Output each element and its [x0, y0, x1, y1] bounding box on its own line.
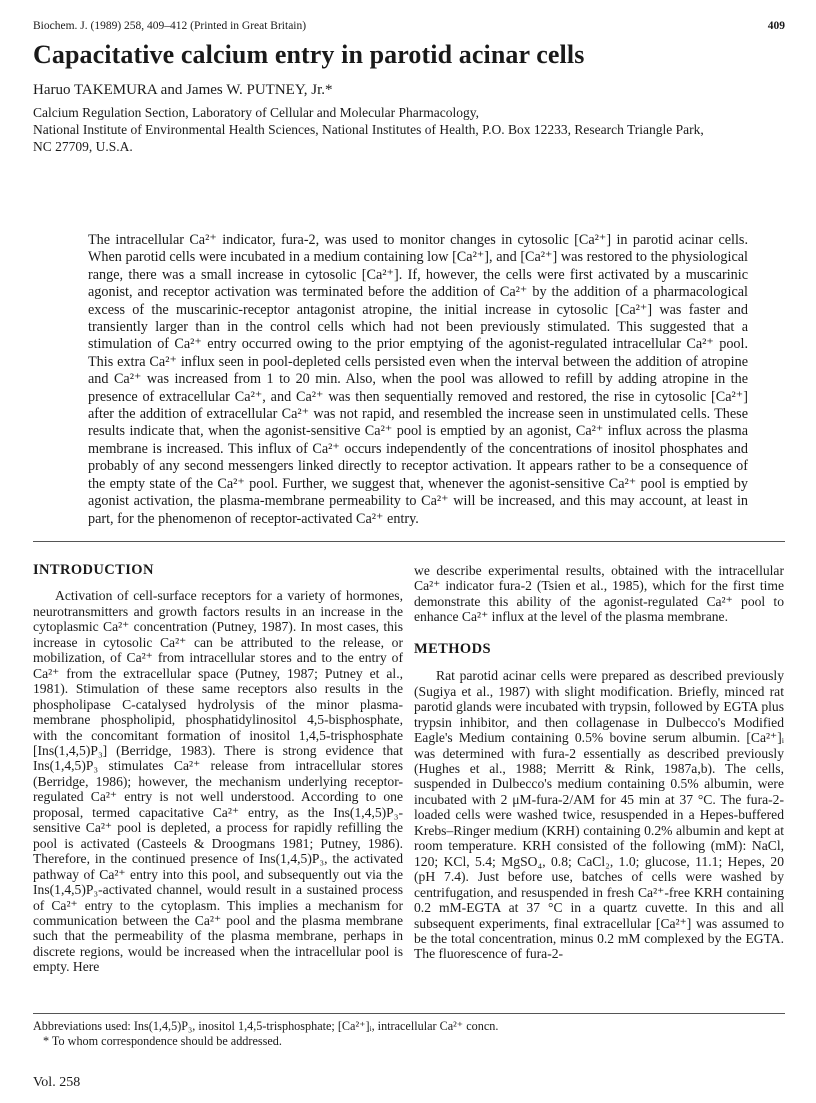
section-divider: [33, 541, 785, 542]
journal-reference: Biochem. J. (1989) 258, 409–412 (Printed in Great Britain): [33, 20, 307, 32]
introduction-heading: INTRODUCTION: [33, 562, 154, 578]
abstract: The intracellular Ca²⁺ indicator, fura-2, was used to monitor changes in cytosolic [Ca²⁺] in parotid acinar cells. When parotid cells were incubated in a medium containing low [Ca²⁺], and [Ca²⁺] was restored to the physiological range, there was a small increase in cytosolic [Ca²⁺]. If, however, the cells were first activated by a muscarinic agonist, and receptor activation was terminated before the addition of Ca²⁺ by the addition of a pharmacological excess of the muscarinic-receptor antagonist atropine, the initial increase in cytosolic [Ca²⁺] was faster and transiently larger than in the control cells which had not been previously stimulated. This suggested that a stimulation of Ca²⁺ entry occurred owing to the prior emptying of the agonist-regulated intracellular Ca²⁺ pool. This extra Ca²⁺ influx seen in pool-depleted cells persisted even when the interval between the addition of atropine and Ca²⁺ was increased from 1 to 20 min. Also, when the pool was allowed to refill by adding atropine in the presence of extracellular Ca²⁺, and Ca²⁺ was then sequentially removed and restored, the rise in cytosolic [Ca²⁺] after the addition of extracellular Ca²⁺ was not rapid, and resembled the increase seen in unstimulated cells. These results indicate that, when the agonist-sensitive Ca²⁺ pool is emptied by an agonist, Ca²⁺ influx across the plasma membrane is increased. This influx of Ca²⁺ occurs independently of the concentrations of inositol phosphates and probably of any second messengers linked directly to receptor activation. It appears rather to be a consequence of the empty state of the Ca²⁺ pool. Further, we suggest that, whenever the agonist-sensitive Ca²⁺ pool is emptied by agonist activation, the plasma-membrane permeability to Ca²⁺ will be increased, and this may account, at least in part, for the phenomenon of receptor-activated Ca²⁺ entry.: [88, 232, 748, 527]
volume-label: Vol. 258: [33, 1075, 81, 1090]
methods-heading: METHODS: [414, 640, 491, 657]
introduction-paragraph: Activation of cell-surface receptors for a variety of hormones, neurotransmitters and growth factors results in an increase in the cytoplasmic Ca²⁺ concentration (Putney, 1987). In most cases, this increase in cytosolic Ca²⁺ can be attributed to the release, or mobilization, of Ca²⁺ from intracellular stores and to the entry of Ca²⁺ from the extracellular space (Putney, 1987; Putney et al., 1981). Stimulation of these same receptors also results in the phospholipase C-catalysed hydrolysis of the minor plasma-membrane phospholipid, phosphatidylinositol 4,5-bisphosphate, with the concomitant formation of inositol 1,4,5-trisphosphate [Ins(1,4,5)P₃] (Berridge, 1983). There is strong evidence that Ins(1,4,5)P₃ stimulates Ca²⁺ release from intracellular stores (Berridge, 1986); however, the mechanism underlying receptor-regulated Ca²⁺ entry is not well understood. According to one proposal, termed capacitative Ca²⁺ entry, as the Ins(1,4,5)P₃-sensitive Ca²⁺ pool is depleted, a process for rapidly refilling the pool is activated (Casteels & Droogmans 1981; Putney, 1986). Therefore, in the continued presence of Ins(1,4,5)P₃, the activated pathway of Ca²⁺ entry into this pool, and subsequently out via the Ins(1,4,5)P₃-activated channel, would result in a sustained process of Ca²⁺ entry to the cytoplasm. This implies a mechanism for communication between the Ca²⁺ pool and the plasma membrane such that the permeability of the plasma membrane, perhaps in discrete regions, would be increased when the intracellular pool is empty. Here: [33, 588, 403, 975]
affiliation-line: NC 27709, U.S.A.: [33, 139, 133, 154]
article-title: Capacitative calcium entry in parotid acinar cells: [33, 40, 585, 69]
affiliation-line: National Institute of Environmental Health Sciences, National Institutes of Health, P.O. Box 12233, Research Triangle Park,: [33, 122, 704, 137]
footnote-rule: [33, 1013, 785, 1014]
left-column: [33, 563, 403, 975]
affiliation: [33, 104, 785, 155]
affiliation-line: Calcium Regulation Section, Laboratory of Cellular and Molecular Pharmacology,: [33, 105, 480, 120]
methods-paragraph: Rat parotid acinar cells were prepared as described previously (Sugiya et al., 1987) with slight modification. Briefly, minced rat parotid glands were incubated with trypsin, followed by EGTA plus trypsin inhibitor, and then collagenase in Dulbecco's Modified Eagle's Medium containing 0.5% bovine serum albumin. [Ca²⁺]ᵢ was determined with fura-2 essentially as described previously (Hughes et al., 1988; Merritt & Rink, 1987a,b). The cells, suspended in Dulbecco's medium containing 0.5% albumin, were incubated with 2 μM-fura-2/AM for 45 min at 37 °C. The fura-2-loaded cells were washed twice, resuspended in a Hepes-buffered Krebs–Ringer medium (KRH) containing 0.2% albumin and kept at room temperature. KRH consisted of the following (mM): NaCl, 120; KCl, 5.4; MgSO₄, 0.8; CaCl₂, 1.0; glucose, 11.1; Hepes, 20 (pH 7.4). Just before use, batches of cells were washed by centrifugation, and resuspended in fresh Ca²⁺-free KRH containing 0.2 mM-EGTA at 37 °C in a quartz cuvette. In this and all subsequent experiments, final extracellular [Ca²⁺] was assumed to be the total concentration, minus 0.2 mM complexed by the EGTA. The fluorescence of fura-2-: [414, 668, 784, 962]
page-number: 409: [767, 20, 785, 32]
article-authors: Haruo TAKEMURA and James W. PUTNEY, Jr.*: [33, 82, 333, 98]
footnotes: [33, 1019, 785, 1049]
running-header: [33, 20, 785, 38]
right-column: [414, 563, 784, 962]
footnote-abbreviations: Abbreviations used: Ins(1,4,5)P₃, inositol 1,4,5-trisphosphate; [Ca²⁺]ᵢ, intracellular Ca²⁺ concn.: [33, 1019, 499, 1033]
introduction-continuation: we describe experimental results, obtained with the intracellular Ca²⁺ indicator fura-2 (Tsien et al., 1985), which for the first time demonstrate this ability of the agonist-regulated Ca²⁺ pool to enhance Ca²⁺ influx at the level of the plasma membrane.: [414, 563, 784, 625]
footnote-correspondence: * To whom correspondence should be addressed.: [43, 1034, 282, 1048]
